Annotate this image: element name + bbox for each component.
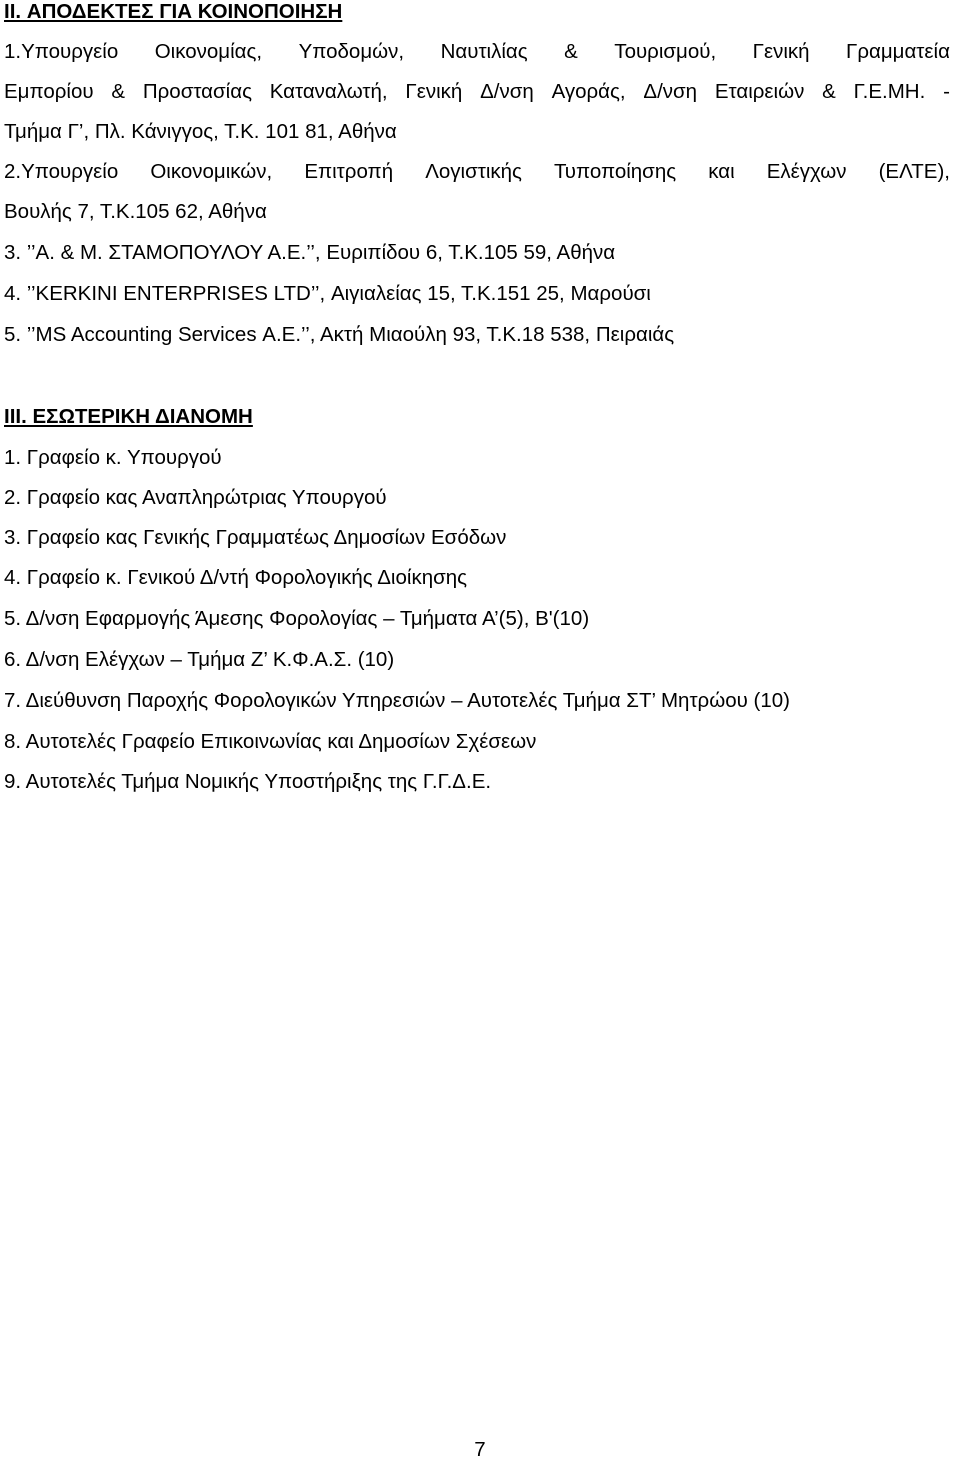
recipient-4: 4. ’’KERKINI ENTERPRISES LTD’’, Αιγιαλείας 15, Τ.Κ.151 25, Μαρούσι xyxy=(4,282,651,305)
word: Εμπορίου xyxy=(4,80,94,103)
section-ii-heading: II. ΑΠΟΔΕΚΤΕΣ ΓΙΑ ΚΟΙΝΟΠΟΙΗΣΗ xyxy=(4,0,343,23)
word: Εταιρειών xyxy=(714,80,805,103)
recipient-2-line-1 xyxy=(4,160,950,184)
internal-item-4: 4. Γραφείο κ. Γενικού Δ/ντή Φορολογικής Διοίκησης xyxy=(4,566,468,589)
section-iii-heading: III. ΕΣΩΤΕΡΙΚΗ ΔΙΑΝΟΜΗ xyxy=(4,405,253,428)
recipient-1-line-3: Τμήμα Γ’, Πλ. Κάνιγγος, Τ.Κ. 101 81, Αθήνα xyxy=(4,120,397,143)
word: - xyxy=(943,80,950,103)
word: Γενική xyxy=(752,40,810,63)
word: Γ.Ε.ΜΗ. xyxy=(853,80,926,103)
recipient-3: 3. ’’Α. & Μ. ΣΤΑΜΟΠΟΥΛΟΥ Α.Ε.’’, Ευριπίδου 6, Τ.Κ.105 59, Αθήνα xyxy=(4,241,616,264)
recipient-2-line-2: Βουλής 7, Τ.Κ.105 62, Αθήνα xyxy=(4,200,267,223)
word: Γραμματεία xyxy=(846,40,950,63)
internal-item-9: 9. Αυτοτελές Τμήμα Νομικής Υποστήριξης της Γ.Γ.Δ.Ε. xyxy=(4,770,492,793)
word: Ναυτιλίας xyxy=(440,40,528,63)
word: & xyxy=(564,40,578,63)
internal-item-6: 6. Δ/νση Ελέγχων – Τμήμα Ζ’ Κ.Φ.Α.Σ. (10) xyxy=(4,648,395,671)
page-number: 7 xyxy=(474,1438,486,1461)
recipient-1-line-1 xyxy=(4,40,950,64)
word: Τυποποίησης xyxy=(554,160,677,183)
word: Οικονομίας, xyxy=(154,40,263,63)
internal-item-8: 8. Αυτοτελές Γραφείο Επικοινωνίας και Δημοσίων Σχέσεων xyxy=(4,730,537,753)
recipient-5: 5. ’’MS Accounting Services Α.Ε.’’, Ακτή Μιαούλη 93, Τ.Κ.18 538, Πειραιάς xyxy=(4,323,675,346)
word: Δ/νση xyxy=(480,80,534,103)
internal-item-1: 1. Γραφείο κ. Υπουργού xyxy=(4,446,222,469)
internal-item-2: 2. Γραφείο κας Αναπληρώτριας Υπουργού xyxy=(4,486,387,509)
word: Επιτροπή xyxy=(304,160,394,183)
word: Προστασίας xyxy=(142,80,252,103)
word: Οικονομικών, xyxy=(150,160,273,183)
word: (ΕΛΤΕ), xyxy=(878,160,950,183)
word: & xyxy=(111,80,126,103)
internal-item-7: 7. Διεύθυνση Παροχής Φορολογικών Υπηρεσιών – Αυτοτελές Τμήμα ΣΤ’ Μητρώου (10) xyxy=(4,689,790,712)
internal-item-3: 3. Γραφείο κας Γενικής Γραμματέως Δημοσίων Εσόδων xyxy=(4,526,507,549)
word: Γενική xyxy=(405,80,463,103)
recipient-1-line-2 xyxy=(4,80,950,104)
word: Υποδομών, xyxy=(298,40,405,63)
internal-item-5: 5. Δ/νση Εφαρμογής Άμεσης Φορολογίας – Τμήματα Α’(5), Β'(10) xyxy=(4,607,590,630)
word: Αγοράς, xyxy=(551,80,626,103)
word: Ελέγχων xyxy=(766,160,847,183)
word: 1.Υπουργείο xyxy=(4,40,119,63)
word: και xyxy=(708,160,735,183)
word: Τουρισμού, xyxy=(614,40,717,63)
word: Δ/νση xyxy=(643,80,698,103)
word: Καταναλωτή, xyxy=(269,80,388,103)
word: Λογιστικής xyxy=(425,160,522,183)
word: & xyxy=(822,80,836,103)
word: 2.Υπουργείο xyxy=(4,160,119,183)
